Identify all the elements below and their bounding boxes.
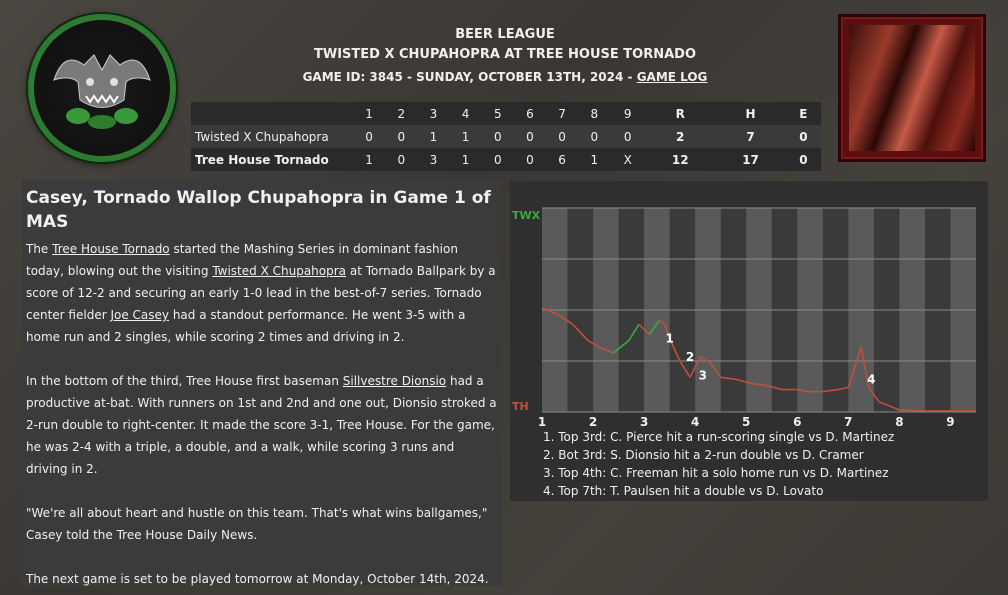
column-header: 4 [461,106,470,121]
article-headline: Casey, Tornado Wallop Chupahopra in Game 1 of MAS [26,188,491,232]
column-header: 5 [493,106,502,121]
inning-score: 0 [623,129,632,144]
team-logo [28,14,176,162]
column-header: 7 [558,106,566,121]
team-link-tree-house[interactable]: Tree House Tornado [52,242,170,256]
runs-total: 2 [676,129,685,144]
game-log-link[interactable]: GAME LOG [636,70,708,84]
inning-score: 1 [429,129,438,144]
text-span: had a standout performance. He went 3-5 with a home run and 2 singles, while scoring 2 times and driving in 2. [26,308,466,344]
errors-total: 0 [799,129,808,144]
x-tick-label: 1 [537,415,547,429]
inning-score: 1 [365,152,373,167]
inning-score: 0 [365,129,373,144]
inning-score: 0 [526,129,534,144]
x-tick-label: 6 [793,415,802,429]
league-name: BEER LEAGUE [455,27,555,42]
inning-score: 0 [526,152,534,167]
line-score-header [191,102,821,125]
away-team-row [191,125,821,148]
text-span: at Tornado Ballpark by a score of 12-2 and securing an early 1-0 lead in the best-of-7 series. Tornado center fielder [26,264,496,322]
inning-score: 0 [493,129,502,144]
inning-score: X [623,152,632,167]
x-tick-label: 9 [946,415,955,429]
hits-header: H [745,106,756,121]
inning-score: 0 [558,129,566,144]
inning-score: 1 [590,152,599,167]
chart-note: 1. Top 3rd: C. Pierce hit a run-scoring single vs D. Martinez [543,430,895,444]
chart-notes [543,428,894,500]
column-header: 6 [526,106,534,121]
win-prob-segment [899,410,925,411]
column-header: 9 [623,106,632,121]
inning-score: 0 [397,129,406,144]
text-span: The [26,242,53,256]
inning-score: 3 [429,152,438,167]
runs-total: 12 [671,152,689,167]
column-header: 3 [429,106,438,121]
away-axis-label: TWX [512,209,541,222]
inning-score: 1 [461,129,470,144]
text-span: had a productive at-bat. With runners on 1st and 2nd and one out, Dionsio stroked a 2-run double to right-center. It made the score 3-1, Tree House. For the game, he was 2-4 with a triple, a double, and a walk, while scoring 3 runs and driving in 2. [26,374,497,476]
article-paragraph-4: The next game is set to be played tomorrow at Monday, October 14th, 2024. [26,572,489,586]
game-recap-article [22,180,502,586]
inning-score: 1 [461,152,470,167]
errors-total: 0 [799,152,808,167]
game-header [190,26,820,88]
article-paragraph-3: "We're all about heart and hustle on this team. That's what wins ballgames," Casey told the Tree House Daily News. [26,506,488,542]
inning-score: 6 [558,152,566,167]
x-tick-label: 4 [690,415,700,429]
home-team-row [191,148,821,171]
text-span: started the Mashing Series in dominant fashion today, blowing out the visiting [26,242,458,278]
chart-note: 2. Bot 3rd: S. Dionsio hit a 2-run double vs D. Cramer [543,448,864,462]
column-header: 2 [397,106,406,121]
play-marker: 2 [685,349,695,364]
article-paragraph-1 [26,238,498,348]
x-tick-label: 7 [844,415,853,429]
inning-score: 0 [397,152,406,167]
hits-total: 17 [742,152,759,167]
play-marker: 1 [665,331,674,346]
gargoyle-logo-icon [34,20,170,156]
column-header: 1 [365,106,373,121]
line-score-table [191,102,821,171]
player-photo [838,14,986,162]
errors-header: E [799,106,808,121]
text-span: In the bottom of the third, Tree House first baseman [26,374,343,388]
runs-header: R [675,106,685,121]
matchup-title: TWISTED X CHUPAHOPRA AT TREE HOUSE TORNADO [313,47,697,62]
team-column-header [191,102,353,125]
photo-image [849,25,975,151]
chart-note: 4. Top 7th: T. Paulsen hit a double vs D. Lovato [543,484,824,498]
x-tick-label: 3 [639,415,649,429]
team-link-twisted-x[interactable]: Twisted X Chupahopra [212,264,347,278]
x-tick-label: 2 [588,415,598,429]
chart-note: 3. Top 4th: C. Freeman hit a solo home run vs D. Martinez [543,466,889,480]
x-tick-label: 8 [895,415,904,429]
hits-total: 7 [746,129,755,144]
article-paragraph-2 [26,370,498,480]
x-tick-label: 5 [742,415,751,429]
home-axis-label: TH [512,400,529,413]
column-header: 8 [590,106,599,121]
player-link-dionsio[interactable]: Sillvestre Dionsio [342,374,447,388]
play-marker: 3 [698,368,708,383]
game-info [190,66,820,88]
play-marker: 4 [867,372,876,387]
home-team-name[interactable]: Tree House Tornado [195,152,329,167]
game-info-text: GAME ID: 3845 - SUNDAY, OCTOBER 13TH, 2024 - [302,70,637,84]
inning-score: 0 [590,129,599,144]
player-link-casey[interactable]: Joe Casey [110,308,169,322]
away-team-name[interactable]: Twisted X Chupahopra [195,129,329,144]
inning-score: 0 [493,152,502,167]
